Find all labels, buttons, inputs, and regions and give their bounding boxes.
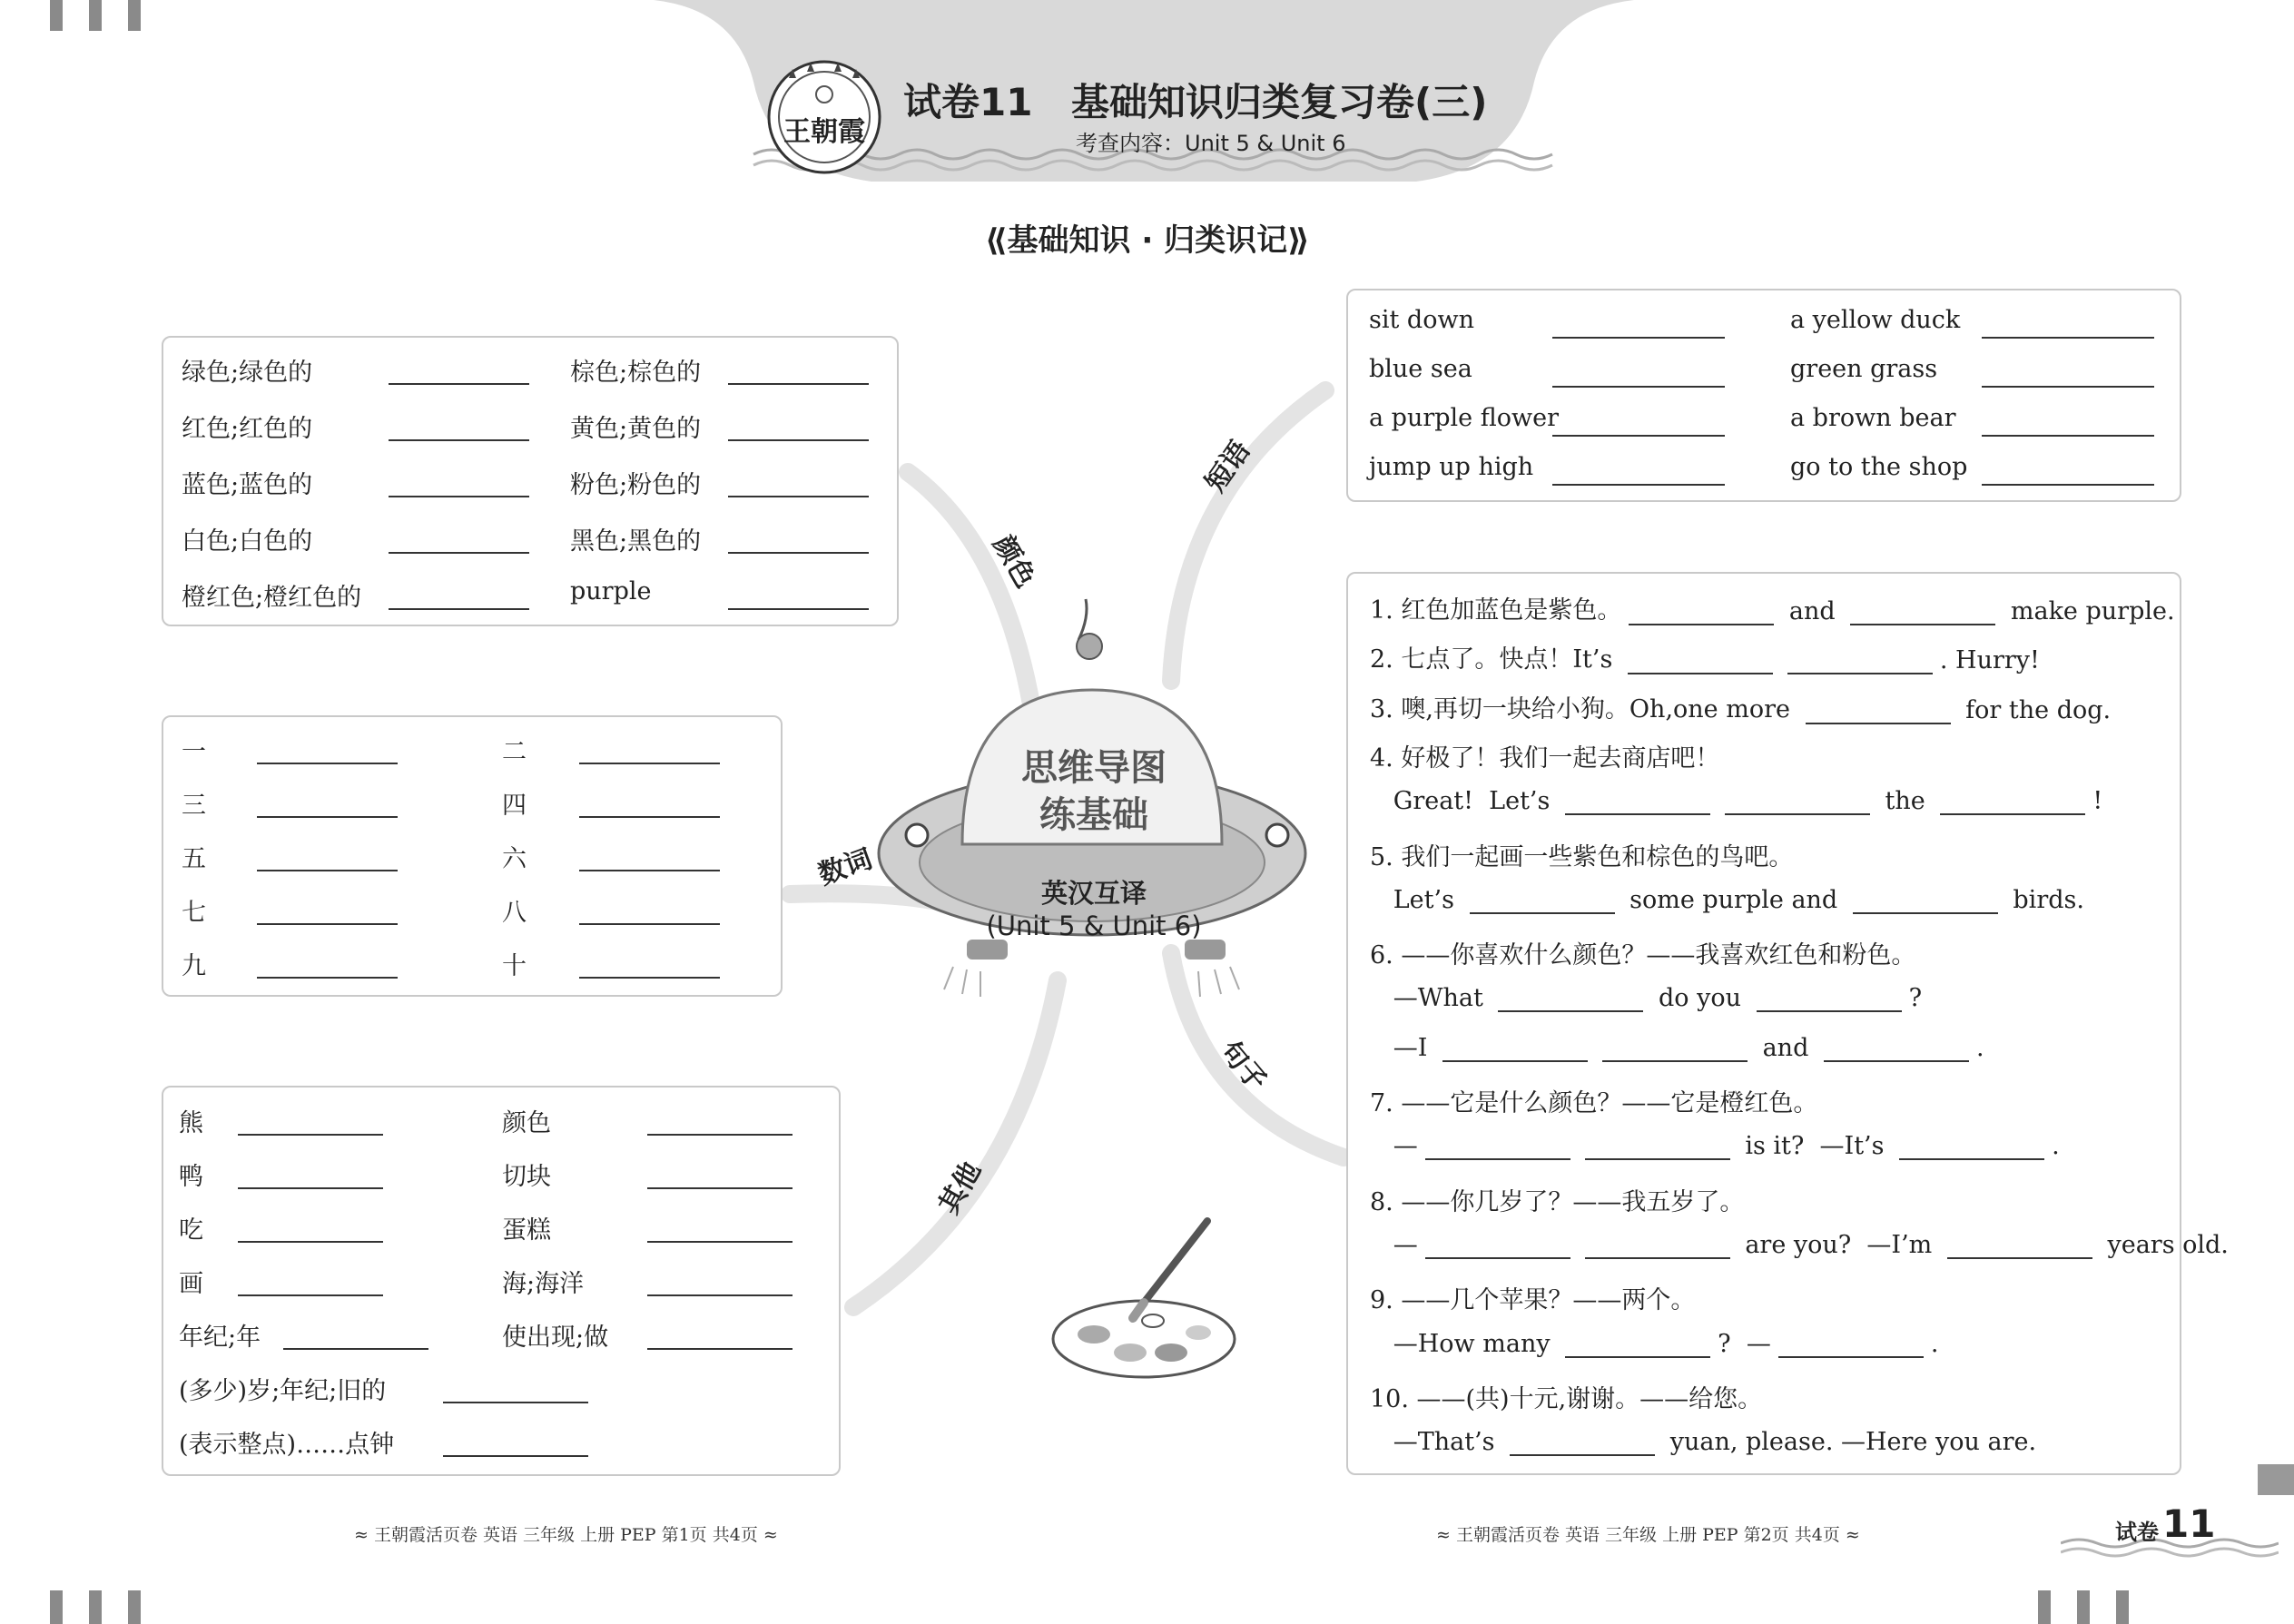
sentence-text: do you [1650, 984, 1749, 1013]
sentence-text: ! [2092, 787, 2103, 816]
number-term: 九 [182, 952, 206, 980]
paint-palette-illustration [1044, 1216, 1244, 1380]
answer-blank[interactable] [1850, 600, 1995, 625]
color-term: 白色;白色的 [182, 527, 313, 556]
exam-number: 试卷11 [903, 80, 1033, 124]
sentence-text: 4. 好极了！我们一起去商店吧！ [1370, 743, 1720, 773]
number-term: 八 [502, 899, 527, 927]
sentence-text: 5. 我们一起画一些紫色和棕色的鸟吧。 [1370, 842, 1794, 871]
sentence-line [1370, 689, 2111, 724]
answer-blank[interactable] [1510, 1431, 1655, 1456]
sentence-text: the [1876, 787, 1934, 816]
vocab-term: 年纪;年 [179, 1324, 261, 1352]
answer-blank[interactable] [1947, 1234, 2092, 1259]
phrase-term: a purple flower [1369, 404, 1559, 432]
answer-blank[interactable] [238, 1294, 383, 1296]
branch-label-colors: 颜色 [986, 530, 1042, 594]
branch-label-sentences: 句子 [1213, 1035, 1274, 1097]
vocab-term: (表示整点)……点钟 [179, 1431, 395, 1459]
answer-blank[interactable] [728, 496, 869, 497]
sentence-text: 1. 红色加蓝色是紫色。 [1370, 596, 1622, 625]
answer-blank[interactable] [1585, 1135, 1730, 1160]
answer-blank[interactable] [389, 608, 529, 610]
answer-blank[interactable] [1552, 484, 1725, 486]
vocab-term: 海;海洋 [502, 1270, 585, 1298]
numbers-box [162, 715, 783, 997]
color-term: 棕色;棕色的 [570, 359, 702, 387]
number-term: 三 [182, 792, 206, 820]
sentence-line [1370, 639, 2040, 674]
sentence-text: . [2052, 1132, 2060, 1161]
sentence-text: 9. ——几个苹果？——两个。 [1370, 1286, 1696, 1315]
answer-blank[interactable] [1552, 435, 1725, 437]
exam-title: 基础知识归类复习卷(三) [1071, 80, 1488, 124]
answer-blank[interactable] [647, 1241, 793, 1243]
color-term: 红色;红色的 [182, 415, 313, 443]
number-term: 六 [502, 845, 527, 873]
sentence-line [1370, 738, 1719, 773]
sentence-text: and [1755, 1033, 1816, 1062]
sentence-line [1370, 1231, 2229, 1259]
vocab-term: 使出现;做 [502, 1324, 609, 1352]
phrase-term: a brown bear [1790, 404, 1956, 432]
answer-blank[interactable] [1982, 337, 2154, 339]
answer-blank[interactable] [1585, 1234, 1730, 1259]
sentence-text: 2. 七点了。快点！It’s [1370, 645, 1620, 674]
section-title: ⟪基础知识 · 归类识记⟫ [985, 222, 1310, 259]
sentence-line [1370, 1280, 1695, 1315]
sentence-text: are you? —I’m [1737, 1230, 1940, 1259]
answer-blank[interactable] [257, 870, 398, 871]
answer-blank[interactable] [728, 608, 869, 610]
answer-blank[interactable] [1470, 889, 1615, 914]
answer-blank[interactable] [579, 816, 720, 818]
answer-blank[interactable] [1498, 987, 1643, 1012]
color-term: 绿色;绿色的 [182, 359, 313, 387]
sentence-text: —How many [1370, 1329, 1559, 1358]
answer-blank[interactable] [1899, 1135, 2044, 1160]
sentence-text: ? [1908, 984, 1923, 1013]
color-term: 粉色;粉色的 [570, 471, 702, 499]
phrase-term: green grass [1790, 355, 1938, 383]
answer-blank[interactable] [257, 816, 398, 818]
sentence-line [1370, 1132, 2060, 1160]
color-term: 黄色;黄色的 [570, 415, 702, 443]
sentence-text: yuan, please. —Here you are. [1662, 1428, 2037, 1457]
sentence-line [1370, 837, 1793, 872]
sentence-text: Great! Let’s [1370, 787, 1558, 816]
number-term: 四 [502, 792, 527, 820]
phrase-term: go to the shop [1790, 453, 1968, 481]
answer-blank[interactable] [1602, 1037, 1748, 1062]
vocab-term: 鸭 [179, 1163, 203, 1191]
answer-blank[interactable] [238, 1241, 383, 1243]
answer-blank[interactable] [1552, 386, 1725, 388]
sentence-text: 3. 噢,再切一块给小狗。Oh,one more [1370, 694, 1798, 723]
answer-blank[interactable] [1806, 699, 1951, 724]
answer-blank[interactable] [1982, 386, 2154, 388]
answer-blank[interactable] [1824, 1037, 1969, 1062]
branch-label-numbers: 数词 [814, 842, 877, 891]
sentence-line [1370, 935, 1915, 970]
answer-blank[interactable] [1725, 790, 1870, 815]
sentence-text: and [1781, 597, 1844, 625]
answer-blank[interactable] [728, 552, 869, 554]
sentence-line [1370, 590, 2175, 625]
branch-label-phrases: 短语 [1199, 435, 1257, 498]
answer-blank[interactable] [1628, 649, 1773, 674]
answer-blank[interactable] [238, 1187, 383, 1189]
vocab-term: 吃 [179, 1216, 203, 1245]
branch-label-others: 其他 [932, 1156, 989, 1220]
vocab-term: 熊 [179, 1109, 203, 1137]
sentence-text: some purple and [1621, 885, 1846, 914]
color-term: 橙红色;橙红色的 [182, 584, 362, 612]
answer-blank[interactable] [389, 383, 529, 385]
sentence-text: —What [1370, 984, 1492, 1013]
number-term: 二 [502, 738, 527, 766]
center-subtitle: 英汉互译 (Unit 5 & Unit 6) [986, 878, 1202, 941]
answer-blank[interactable] [1425, 1234, 1570, 1259]
footer-left: ≈ 王朝霞活页卷 英语 三年级 上册 PEP 第1页 共4页 ≈ [354, 1525, 778, 1545]
number-term: 一 [182, 738, 206, 766]
sentence-line [1370, 787, 2102, 815]
answer-blank[interactable] [728, 383, 869, 385]
phrase-term: sit down [1369, 306, 1474, 334]
phrase-term: blue sea [1369, 355, 1472, 383]
sentence-text: birds. [2004, 885, 2084, 914]
answer-blank[interactable] [238, 1134, 383, 1136]
center-title: 思维导图 练基础 [1021, 747, 1167, 836]
answer-blank[interactable] [579, 977, 720, 979]
footer-right: ≈ 王朝霞活页卷 英语 三年级 上册 PEP 第2页 共4页 ≈ [1436, 1525, 1860, 1545]
sentence-text: . [1975, 1033, 1984, 1062]
answer-blank[interactable] [1565, 1333, 1710, 1358]
sentence-text: ? — [1718, 1329, 1771, 1358]
vocab-term: (多少)岁;年纪;旧的 [179, 1377, 387, 1405]
sentence-text: years old. [2099, 1230, 2229, 1259]
phrase-term: jump up high [1369, 453, 1534, 481]
answer-blank[interactable] [389, 439, 529, 441]
sentence-line [1370, 886, 2084, 914]
vocab-term: 颜色 [502, 1109, 551, 1137]
answer-blank[interactable] [579, 763, 720, 764]
color-term: 蓝色;蓝色的 [182, 471, 313, 499]
number-term: 十 [502, 952, 527, 980]
sentence-text: . [1930, 1329, 1939, 1358]
color-term: purple [570, 577, 652, 605]
sentence-text: — [1370, 1230, 1418, 1259]
footer-badge-number: 11 [2162, 1501, 2216, 1546]
sentence-text: Let’s [1370, 885, 1462, 914]
answer-blank[interactable] [579, 870, 720, 871]
laurel-icon: ⟫ [1287, 222, 1310, 259]
answer-blank[interactable] [728, 439, 869, 441]
answer-blank[interactable] [1778, 1333, 1924, 1358]
answer-blank[interactable] [647, 1187, 793, 1189]
color-term: 黑色;黑色的 [570, 527, 702, 556]
others-box [162, 1086, 841, 1476]
answer-blank[interactable] [1787, 649, 1933, 674]
sentence-text: 10. ——(共)十元,谢谢。——给您。 [1370, 1384, 1763, 1413]
answer-blank[interactable] [389, 496, 529, 497]
answer-blank[interactable] [647, 1294, 793, 1296]
answer-blank[interactable] [389, 552, 529, 554]
answer-blank[interactable] [1853, 889, 1998, 914]
logo-text: 王朝霞 [783, 116, 865, 148]
sentence-text: . Hurry! [1939, 646, 2040, 675]
answer-blank[interactable] [257, 763, 398, 764]
sentence-text: 8. ——你几岁了？——我五岁了。 [1370, 1187, 1745, 1216]
sentence-text: for the dog. [1957, 695, 2112, 724]
answer-blank[interactable] [647, 1348, 793, 1350]
answer-blank[interactable] [1425, 1135, 1570, 1160]
exam-scope: 考查内容：Unit 5 & Unit 6 [1076, 131, 1346, 156]
answer-blank[interactable] [1982, 435, 2154, 437]
sentence-text: — [1370, 1132, 1418, 1161]
sentence-text: 6. ——你喜欢什么颜色？——我喜欢红色和粉色。 [1370, 941, 1916, 970]
sentence-line [1370, 984, 1922, 1012]
answer-blank[interactable] [1552, 337, 1725, 339]
sentence-line [1370, 1428, 2036, 1456]
answer-blank[interactable] [1629, 600, 1774, 625]
sentence-text: 7. ——它是什么颜色？——它是橙红色。 [1370, 1089, 1818, 1117]
sentence-line [1370, 1034, 1984, 1062]
footer-badge-label: 试卷 [2115, 1520, 2159, 1545]
sentence-line [1370, 1182, 1744, 1217]
answer-blank[interactable] [1565, 790, 1710, 815]
number-term: 五 [182, 845, 206, 873]
answer-blank[interactable] [1757, 987, 1902, 1012]
answer-blank[interactable] [257, 923, 398, 925]
vocab-term: 蛋糕 [502, 1216, 551, 1245]
vocab-term: 画 [179, 1270, 203, 1298]
sentence-line [1370, 1083, 1817, 1118]
answer-blank[interactable] [579, 923, 720, 925]
answer-blank[interactable] [283, 1348, 428, 1350]
laurel-icon: ⟪ [985, 222, 1008, 259]
answer-blank[interactable] [443, 1455, 588, 1457]
answer-blank[interactable] [1442, 1037, 1588, 1062]
vocab-term: 切块 [502, 1163, 551, 1191]
sentence-line [1370, 1379, 1762, 1414]
answer-blank[interactable] [1940, 790, 2085, 815]
phrase-term: a yellow duck [1790, 306, 1961, 334]
sentence-text: —That’s [1370, 1428, 1503, 1457]
sentence-text: is it? —It’s [1737, 1132, 1893, 1161]
answer-blank[interactable] [443, 1402, 588, 1403]
sentence-text: —I [1370, 1033, 1435, 1062]
answer-blank[interactable] [1982, 484, 2154, 486]
answer-blank[interactable] [257, 977, 398, 979]
sentence-line [1370, 1330, 1938, 1358]
answer-blank[interactable] [647, 1134, 793, 1136]
number-term: 七 [182, 899, 206, 927]
sentence-text: make purple. [2003, 597, 2175, 625]
